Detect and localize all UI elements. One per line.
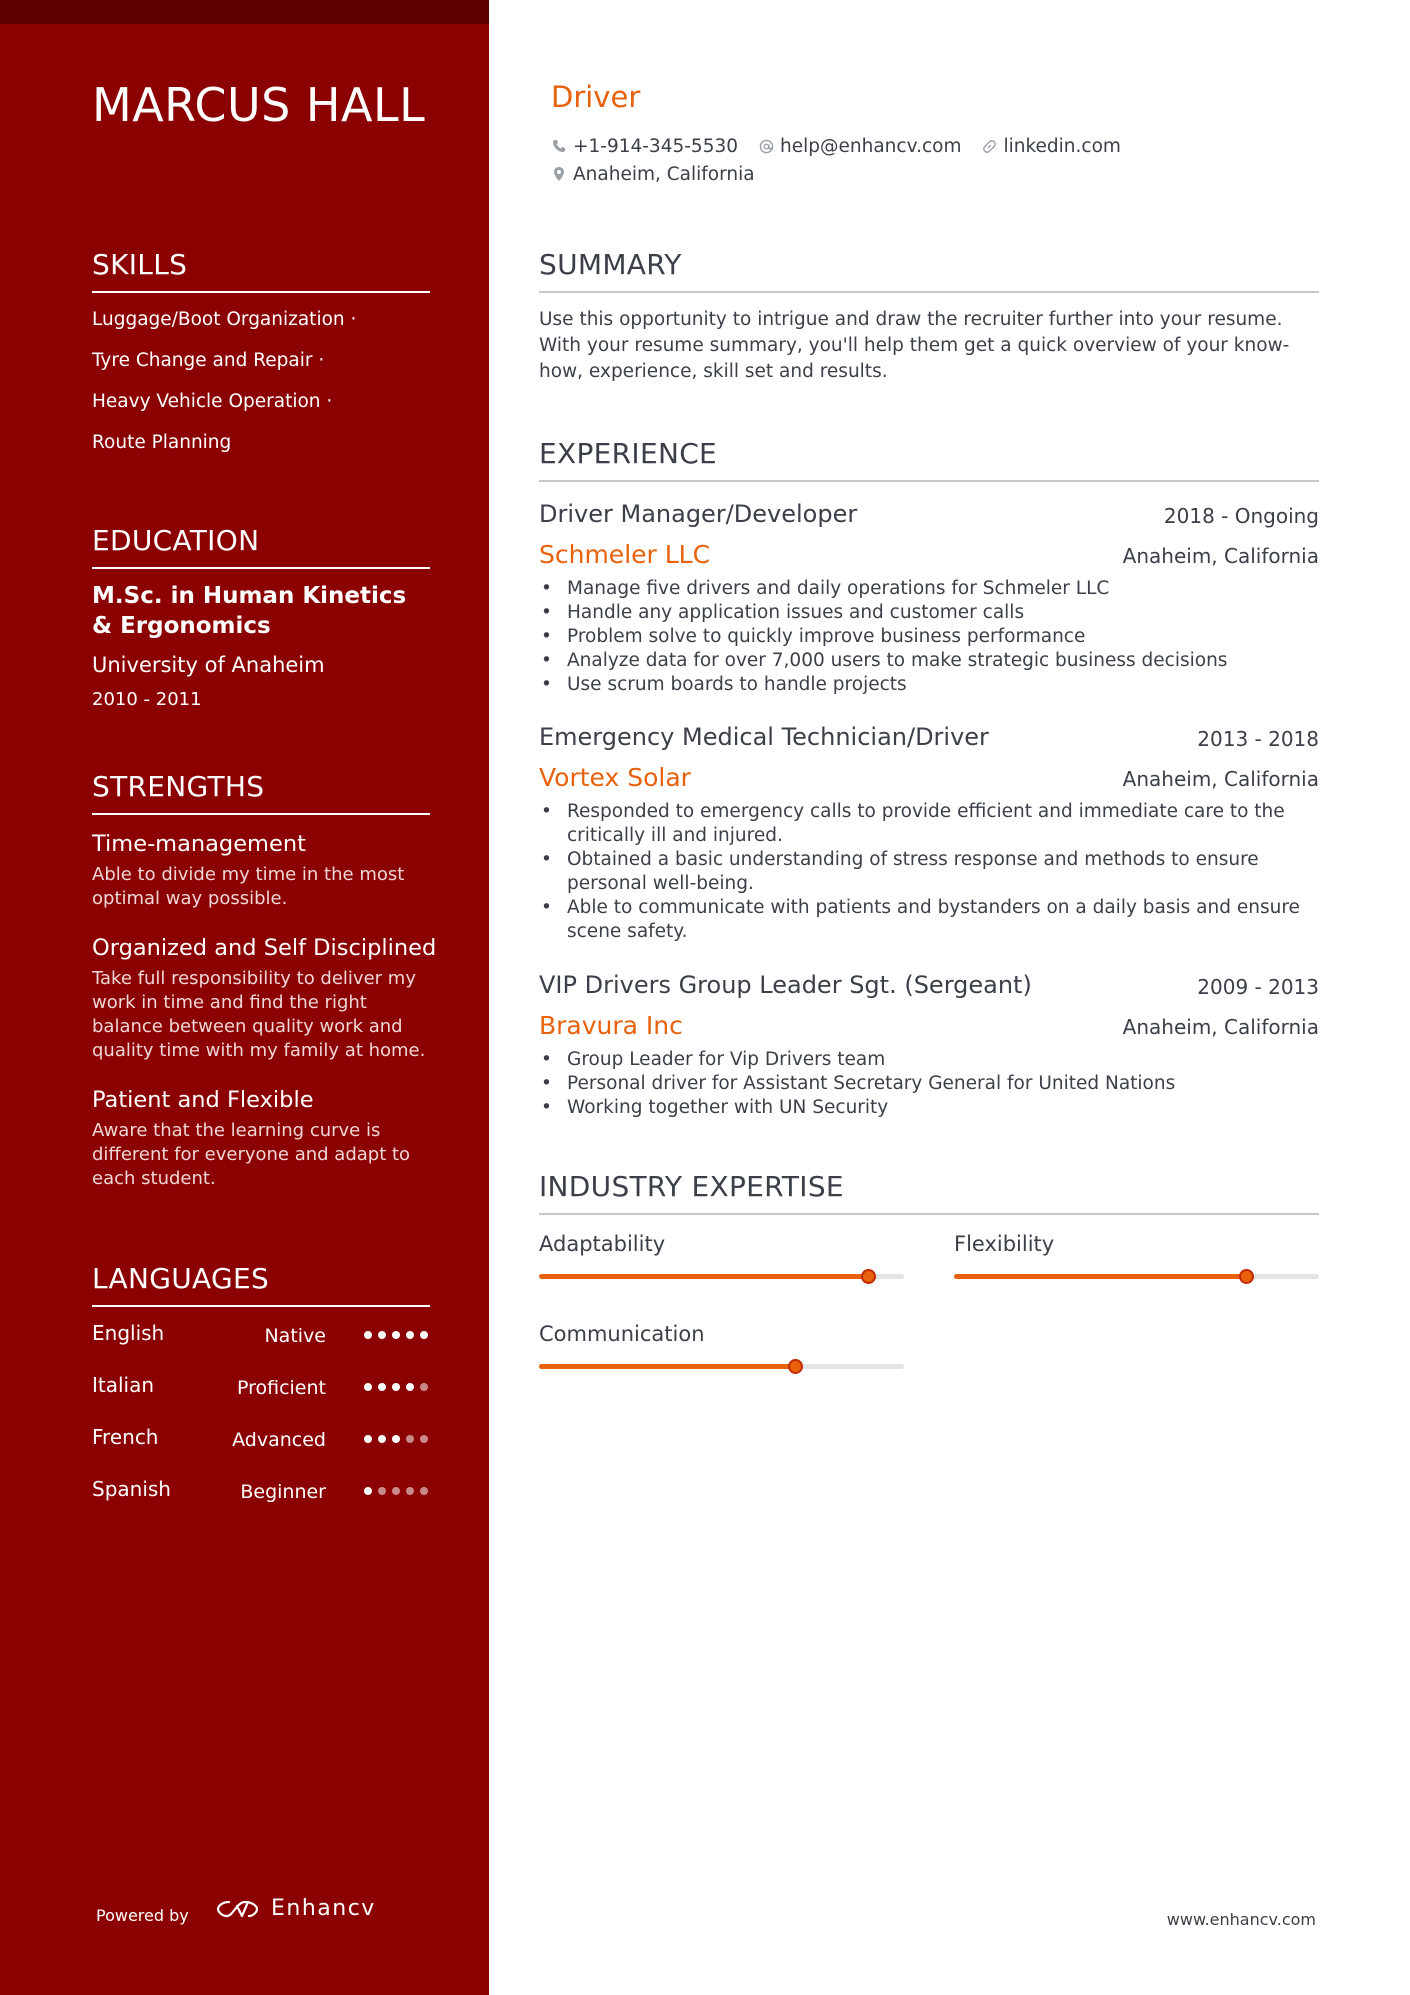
language-row [92, 1463, 430, 1515]
language-level: Beginner [240, 1481, 326, 1503]
experience-location: Anaheim, California [1122, 767, 1319, 791]
rating-dot-empty [420, 1383, 428, 1391]
experience-bullet: • Group Leader for Vip Drivers team [567, 1048, 1307, 1072]
link-icon [981, 138, 997, 154]
rating-dot-filled [378, 1331, 386, 1339]
language-name: French [92, 1425, 159, 1449]
language-name: English [92, 1321, 165, 1345]
experience-role: VIP Drivers Group Leader Sgt. (Sergeant) [539, 971, 1032, 999]
experience-company: Bravura Inc [539, 1011, 683, 1040]
at-icon [758, 138, 774, 154]
location-pin-icon [551, 166, 567, 182]
rating-dot-filled [392, 1331, 400, 1339]
rating-dot-filled [420, 1331, 428, 1339]
languages-list [92, 1307, 430, 1515]
rating-dot-filled [378, 1383, 386, 1391]
language-rating [364, 1487, 428, 1495]
experience-role: Driver Manager/Developer [539, 500, 858, 528]
experience-company: Schmeler LLC [539, 540, 711, 569]
experience-dates: 2018 - Ongoing [1163, 504, 1319, 528]
experience-bullet: • Working together with UN Security [567, 1096, 1307, 1120]
language-level: Native [264, 1325, 326, 1347]
contact-row [551, 160, 1251, 188]
languages-heading: LANGUAGES [92, 1262, 430, 1307]
strength-item [92, 1087, 430, 1191]
education-school: University of Anaheim [92, 653, 325, 677]
expertise-knob [788, 1359, 803, 1374]
experience-dates: 2013 - 2018 [1197, 727, 1319, 751]
sidebar-top-strip [0, 0, 489, 24]
language-level: Advanced [232, 1429, 326, 1451]
rating-dot-filled [392, 1435, 400, 1443]
website-link[interactable]: www.enhancv.com [1166, 1910, 1316, 1929]
strength-title: Organized and Self Disciplined [92, 935, 437, 961]
experience-role: Emergency Medical Technician/Driver [539, 723, 989, 751]
skills-heading: SKILLS [92, 248, 430, 293]
enhancv-logo[interactable] [215, 1896, 376, 1921]
experience-bullet: • Manage five drivers and daily operations for Schmeler LLC [567, 577, 1307, 601]
strength-item [92, 831, 430, 911]
language-row [92, 1359, 430, 1411]
language-row [92, 1307, 430, 1359]
rating-dot-empty [378, 1487, 386, 1495]
skill-item: Luggage/Boot Organization · [92, 309, 357, 330]
expertise-bar [539, 1322, 904, 1369]
phone-text: +1-914-345-5530 [573, 135, 739, 157]
strengths-section [92, 770, 437, 1191]
rating-dot-filled [406, 1383, 414, 1391]
phone-contact[interactable] [551, 136, 738, 157]
linkedin-contact[interactable] [981, 136, 1120, 157]
strength-description: Take full responsibility to deliver my work in time and find the right balance between quality work and quality time with my family at home. [92, 968, 426, 1061]
experience-bullet: • Personal driver for Assistant Secretary General for United Nations [567, 1072, 1307, 1096]
experience-bullets [567, 577, 1307, 697]
strength-title: Patient and Flexible [92, 1087, 314, 1113]
expertise-bar [954, 1232, 1319, 1279]
language-level: Proficient [236, 1377, 326, 1399]
email-text: help@enhancv.com [780, 135, 962, 157]
location-text: Anaheim, California [573, 163, 755, 185]
summary-text: Use this opportunity to intrigue and draw the recruiter further into your resume. With your resume summary, you'll help them get a quick overview of your know-how, experience, skill set and results. [539, 309, 1290, 382]
expertise-label: Adaptability [539, 1232, 666, 1256]
experience-bullet: • Handle any application issues and customer calls [567, 601, 1307, 625]
experience-location: Anaheim, California [1122, 544, 1319, 568]
rating-dot-filled [364, 1487, 372, 1495]
strength-item [92, 935, 437, 1063]
rating-dot-filled [364, 1435, 372, 1443]
rating-dot-empty [406, 1487, 414, 1495]
experience-bullet: • Problem solve to quickly improve business performance [567, 625, 1307, 649]
sidebar [0, 0, 489, 1995]
education-heading: EDUCATION [92, 524, 430, 569]
strengths-heading: STRENGTHS [92, 770, 430, 815]
rating-dot-empty [392, 1487, 400, 1495]
skill-item: Route Planning [92, 432, 232, 453]
rating-dot-filled [392, 1383, 400, 1391]
skill-item: Heavy Vehicle Operation · [92, 391, 333, 412]
language-name: Spanish [92, 1477, 171, 1501]
expertise-track [954, 1274, 1319, 1279]
powered-by-label: Powered by [96, 1906, 189, 1925]
expertise-track [539, 1364, 904, 1369]
language-name: Italian [92, 1373, 155, 1397]
education-degree: M.Sc. in Human Kinetics & Ergonomics [92, 583, 407, 639]
language-rating [364, 1331, 428, 1339]
skills-section [92, 248, 430, 463]
phone-icon [551, 138, 567, 154]
experience-bullets [567, 1048, 1307, 1120]
experience-location: Anaheim, California [1122, 1015, 1319, 1039]
enhancv-logo-icon [215, 1898, 261, 1920]
strength-description: Aware that the learning curve is different for everyone and adapt to each student. [92, 1120, 411, 1189]
rating-dot-filled [364, 1383, 372, 1391]
summary-section [539, 248, 1319, 385]
education-section [92, 524, 430, 710]
strength-description: Able to divide my time in the most optimal way possible. [92, 864, 405, 909]
location-contact [551, 164, 755, 185]
expertise-fill [539, 1274, 868, 1279]
experience-heading: EXPERIENCE [539, 437, 1319, 482]
contact-info [551, 132, 1251, 188]
language-rating [364, 1435, 428, 1443]
experience-bullet: • Use scrum boards to handle projects [567, 673, 1307, 697]
rating-dot-empty [406, 1435, 414, 1443]
experience-bullet: • Obtained a basic understanding of stress response and methods to ensure personal well-being. [567, 848, 1307, 896]
experience-company: Vortex Solar [539, 763, 691, 792]
expertise-track [539, 1274, 904, 1279]
email-contact[interactable] [758, 136, 961, 157]
rating-dot-filled [364, 1331, 372, 1339]
linkedin-text: linkedin.com [1003, 135, 1121, 157]
summary-heading: SUMMARY [539, 248, 1319, 293]
expertise-knob [861, 1269, 876, 1284]
rating-dot-empty [420, 1435, 428, 1443]
language-rating [364, 1383, 428, 1391]
expertise-fill [954, 1274, 1246, 1279]
experience-section [539, 437, 1319, 482]
experience-bullets [567, 800, 1307, 944]
language-row [92, 1411, 430, 1463]
skill-item: Tyre Change and Repair · [92, 350, 325, 371]
industry-expertise-section [539, 1170, 1319, 1215]
rating-dot-empty [420, 1487, 428, 1495]
strength-title: Time-management [92, 831, 306, 857]
candidate-name: MARCUS HALL [92, 78, 426, 132]
job-title: Driver [551, 80, 641, 114]
experience-bullet: • Able to communicate with patients and bystanders on a daily basis and ensure scene safety. [567, 896, 1307, 944]
enhancv-brand-name: Enhancv [271, 1896, 376, 1921]
skills-list [92, 299, 430, 463]
industry-expertise-heading: INDUSTRY EXPERTISE [539, 1170, 1319, 1215]
languages-section [92, 1262, 430, 1515]
expertise-label: Communication [539, 1322, 705, 1346]
expertise-label: Flexibility [954, 1232, 1055, 1256]
rating-dot-filled [378, 1435, 386, 1443]
education-dates: 2010 - 2011 [92, 689, 202, 710]
experience-bullet: • Analyze data for over 7,000 users to make strategic business decisions [567, 649, 1307, 673]
experience-bullet: • Responded to emergency calls to provide efficient and immediate care to the critically ill and injured. [567, 800, 1307, 848]
experience-dates: 2009 - 2013 [1197, 975, 1319, 999]
expertise-bar [539, 1232, 904, 1279]
contact-row [551, 132, 1251, 160]
expertise-knob [1239, 1269, 1254, 1284]
expertise-fill [539, 1364, 795, 1369]
rating-dot-filled [406, 1331, 414, 1339]
